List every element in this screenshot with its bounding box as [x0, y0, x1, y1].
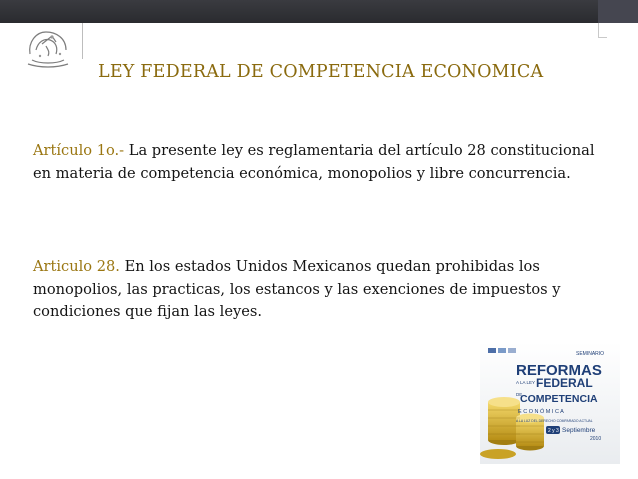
badge-logo-2 — [498, 348, 506, 353]
article-1-lead: Artículo 1o.- — [33, 142, 125, 159]
badge-date-days: 2 y 3 — [548, 428, 559, 434]
article-28-text: En los estados Unidos Mexicanos quedan prohibidas los monopolios, las practicas, los estancos y las exenciones de impuestos y condiciones que fijan las leyes. — [33, 258, 561, 320]
article-28-paragraph — [33, 256, 613, 324]
badge-kicker: SEMINARIO — [576, 351, 605, 357]
badge-line3: COMPETENCIA — [520, 393, 598, 405]
article-1-text: La presente ley es reglamentaria del artículo 28 constitucional en materia de competencia económica, monopolios y libre concurrencia. — [33, 142, 595, 182]
corner-mark — [598, 23, 607, 38]
badge-line2-pre: A LA LEY — [516, 380, 536, 385]
badge-logo-3 — [508, 348, 516, 353]
mexican-seal-icon — [22, 24, 74, 68]
badge-date-month: Septiembre — [562, 427, 596, 434]
slide-title: LEY FEDERAL DE COMPETENCIA ECONOMICA — [98, 62, 544, 82]
badge-subtitle: A LA LUZ DEL DERECHO COMPARADO ACTUAL — [516, 419, 593, 423]
article-1-paragraph — [33, 140, 613, 185]
top-bar — [0, 0, 638, 23]
article-28-lead: Articulo 28. — [33, 258, 120, 275]
badge-line4: E C O N Ó M I C A — [518, 409, 564, 415]
seminar-badge-image — [480, 342, 620, 464]
badge-line2: FEDERAL — [536, 376, 593, 390]
top-bar-accent — [598, 0, 638, 23]
badge-logo-1 — [488, 348, 496, 353]
badge-date-year: 2010 — [590, 436, 602, 442]
badge-line1: REFORMAS — [516, 362, 602, 379]
badge-line3-pre: DE — [516, 392, 523, 397]
header-divider — [82, 23, 83, 59]
